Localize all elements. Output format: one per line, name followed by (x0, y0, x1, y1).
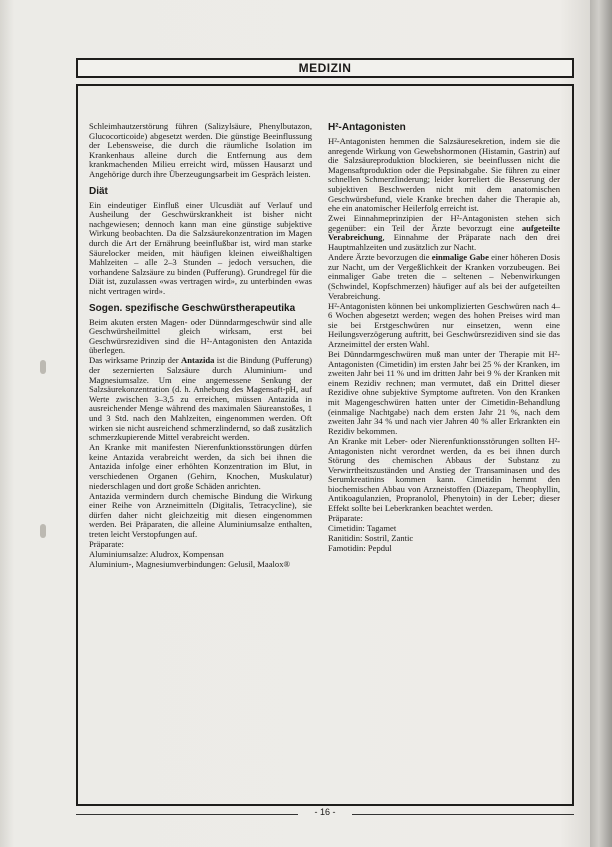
antacid-paragraph (89, 356, 312, 442)
adjacent-page-edge (590, 0, 612, 847)
bold-term: aufgeteilte Verabreichung (328, 222, 560, 243)
diet-paragraph: Ein eindeutiger Einfluß einer Ulcusdiät auf Verlauf und Ausheilung der Geschwürskrankheit ist bisher nicht nachgewiesen; dennoch kann man eine günstige subjektive Wirkung beobachten. Da die Salzsäurekonzentration im Magen durch die Art der Ernährung beeinflußbar ist, wird man starke Säurelocker meiden, mit häufigen kleinen eiweißhaltigen Mahlzeiten – alle 2–3 Stunden – jedoch versuchen, die vorhandene Salzsäure zu binden (Pufferung). Grundregel für die Diät ist, zuzulassen «was vertragen wird», zu unterbinden «was nicht vertragen wird». (89, 199, 312, 296)
section-title: MEDIZIN (298, 61, 352, 75)
binder-hole (40, 524, 46, 538)
preparations-label: Präparate: (328, 513, 363, 524)
right-column (328, 122, 560, 555)
h2-antagonists-heading: H²-Antagonisten (328, 122, 406, 133)
dosing-single-paragraph (328, 253, 560, 301)
therapy-paragraph: Beim akuten ersten Magen- oder Dünndarmgeschwür sind alle Geschwürsheilmittel gleich wirksam, erst bei Geschwürsrezidiven sind die H²-Antagonisten den Antazida überlegen. (89, 316, 312, 356)
contraindication-paragraph: An Kranke mit Leber- oder Nierenfunktionsstörungen sollten H²-Antagonisten nicht verordnet werden, da es bei ihnen durch Störung des chemischen Abbaus der Substanz zu Verwirrtheitszuständen und Anstieg der Transaminasen und des Serumkreatinins kommen kann. Cimetidin hemmt den biochemischen Abbau von Arzneistoffen (Diazepam, Theophyllin, Antikoagulanzien, Propranolol, Phenytoin) in der Leber; dieser Effekt sollte bei Leberkranken beachtet werden. (328, 435, 560, 514)
kidney-warning-paragraph: An Kranke mit manifesten Nierenfunktionsstörungen dürfen keine Antazida verabreicht werden, da sich bei ihnen die Antazida infolge einer erhöhten Konzentration im Blut, in verschiedenen Organen (Gehirn, Knochen, Muskulatur) niederschlagen und dort große Schäden anrichten. (89, 442, 312, 491)
preparation-item: Aluminiumsalze: Aludrox, Kompensan (89, 549, 224, 560)
text-run: Andere Ärzte bevorzugen die (328, 252, 432, 263)
preparations-label: Präparate: (89, 539, 124, 550)
interaction-paragraph: Antazida vermindern durch chemische Bindung die Wirkung einer Reihe von Arzneimitteln (Digitalis, Tetracycline), sie dürfen daher nicht gleichzeitig mit diesen eingenommen werden. Bei Präparaten, die alleine Aluminiumsalze enthalten, treten leicht Verstopfungen auf. (89, 490, 312, 540)
text-run: , Einnahme der Präparate nach den drei Hauptmahlzeiten und zusätzlich zur Nacht. (328, 232, 560, 253)
section-header (76, 58, 574, 78)
diet-heading: Diät (89, 185, 108, 197)
dosing-split-paragraph (328, 214, 560, 252)
therapy-heading: Sogen. spezifische Geschwürstherapeutika (89, 302, 296, 314)
text-run: Zwei Einnahmeprinzipien der H²-Antagonisten stehen sich gegenüber: ein Teil der Ärzte bevorzugt eine (328, 213, 560, 233)
page-number: - 16 - (314, 807, 336, 817)
preparation-item: Cimetidin: Tagamet (328, 523, 397, 534)
footer-rule (352, 814, 574, 815)
intro-paragraph: Schleimhautzerstörung führen (Salizylsäure, Phenylbutazon, Glucocorticoide) abgesetzt werden. Die günstige Beeinflussung der Lebensweise, die durch die räumliche Isolation im Krankenhaus alleine durch die Entfernung aus dem krankmachenden Milieu erreicht wird, müssen Hausarzt und Angehörige durch ihre Überzeugungsarbeit im Gespräch leisten. (89, 121, 312, 179)
text-run: Das wirksame Prinzip der (89, 355, 181, 366)
text-run: einer höheren Dosis zur Nacht, um der Vergeßlichkeit der Kranken vorzubeugen. Bei einmaliger Gabe treten die – seltenen – Nebenwirkungen (Schwindel, Kopfschmerzen) häufiger auf als bei der aufgeteilten Verabreichung. (328, 252, 560, 301)
preparation-item: Ranitidin: Sostril, Zantic (328, 533, 414, 544)
recurrence-paragraph: Bei Dünndarmgeschwüren muß man unter der Therapie mit H²-Antagonisten (Cimetidin) im ersten Jahr bei 25 % der Kranken, im zweiten Jahr bei 11 % und im dritten Jahr bei 9 % der Kranken mit einem Rezidiv rechnen; man vermutet, daß ein Drittel dieser Rezidive ohne subjektive Symptome auftreten. Von den Kranken mit Magengeschwüren hatten unter der Cimetidin-Behandlung (einmalige Nachtgabe) nach dem ersten Jahr 21 %, nach dem zweiten Jahr 34 % und nach vier Jahren 40 % aller Erkrankten ein Rezidiv bekommen. (328, 349, 560, 436)
mechanism-paragraph: H²-Antagonisten hemmen die Salzsäuresekretion, indem sie die anregende Wirkung von Gewebshormonen (Histamin, Gastrin) auf die Salzsäureproduktion blockieren, sie beeinflussen nicht die Magensaftproduktion oder die Pepsinabgabe. Sie führen zu einer schnellen Schmerzlinderung; leider korreliert die Besserung der subjektiven Beschwerden nicht mit dem anatomischen Geschwürsbefund, viele Kranke brechen daher die Therapie ab, ehe ein anatomischer Heilerfolg erreicht ist. (328, 136, 560, 214)
preparation-item: Aluminium-, Magnesiumverbindungen: Gelusil, Maalox® (89, 559, 291, 570)
left-column (89, 122, 312, 570)
duration-paragraph: H²-Antagonisten können bei unkomplizierten Geschwüren nach 4–6 Wochen abgesetzt werden; wegen des hohen Preises wird man sie bei Erstgeschwüren nur einsetzen, wenn eine Heilungsverzögerung auftritt, bei Geschwürsrezidiven sind sie das Arzneimittel der ersten Wahl. (328, 300, 560, 349)
binder-hole (40, 360, 46, 374)
footer-rule (76, 814, 298, 815)
bold-term: Antazida (180, 355, 215, 366)
preparation-item: Famotidin: Pepdul (328, 543, 392, 554)
text-run: ist die Bindung (Pufferung) der sezernierten Salzsäure durch Aluminium- und Magnesiumsalze. Um eine angemessene Senkung der Salzsäurekonzentration (d. h. Anhebung des Magensaft-pH, auf Werte zwischen 3–3,5 zu erreichen, müssen Antazida in ausreichender Menge während des maximalen Säureanstoßes, 1 und 3 Std. nach den Mahlzeiten, eingenommen werden. Oft wirken sie nicht ausreichend schmerzlindernd, so daß zusätzlich schmerzkupierende Mittel verabreicht werden. (89, 355, 312, 443)
bold-term: einmalige Gabe (431, 252, 489, 263)
